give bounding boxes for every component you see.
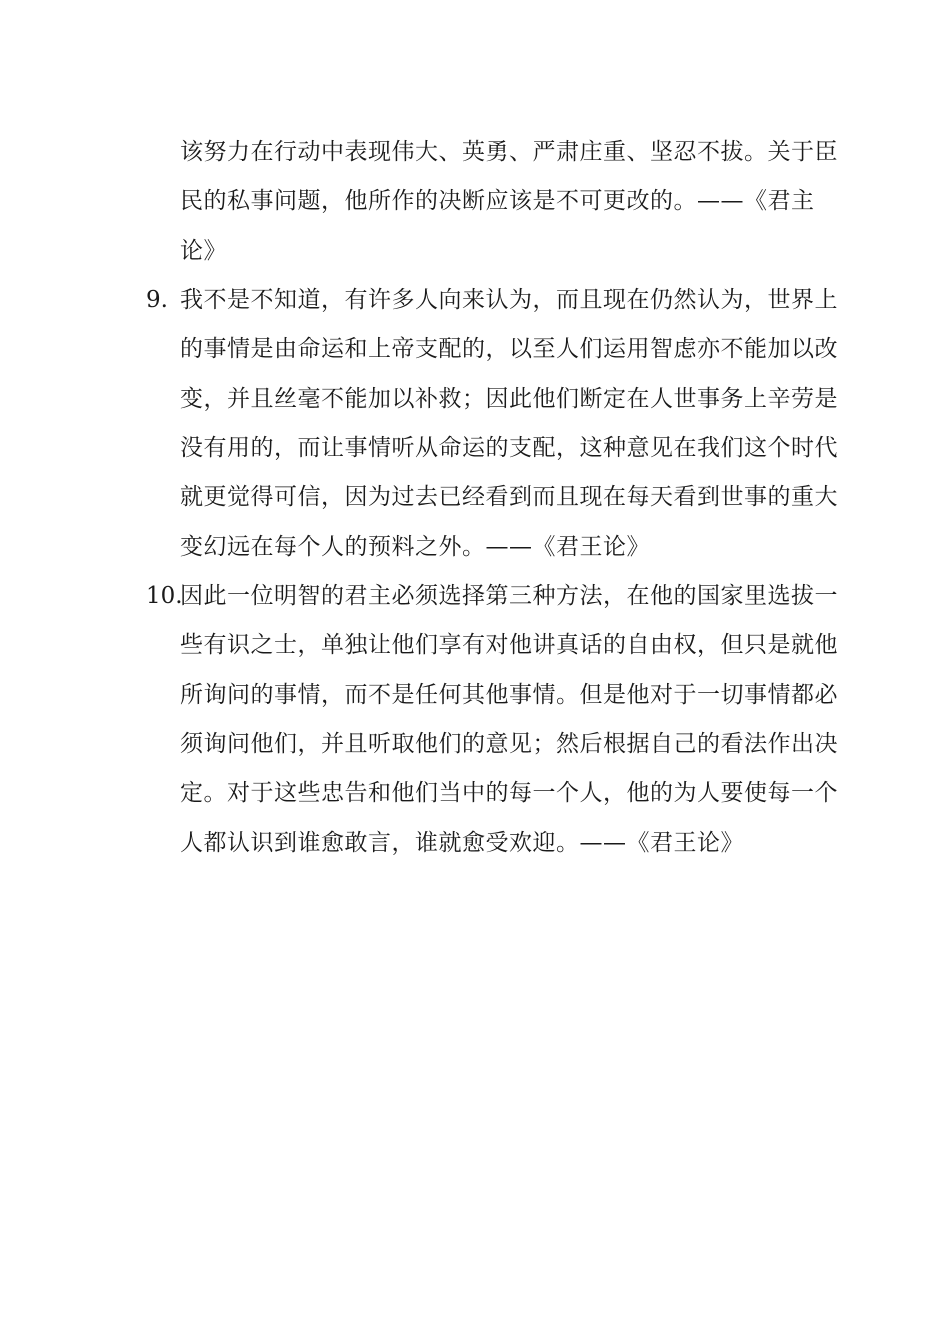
text-line: 该努力在行动中表现伟大、英勇、严肃庄重、坚忍不拔。关于臣 bbox=[180, 139, 838, 165]
list-number: 10. bbox=[146, 583, 183, 609]
text-line: 变幻远在每个人的预料之外。——《君王论》 bbox=[180, 534, 650, 560]
text-line: 的事情是由命运和上帝支配的，以至人们运用智虑亦不能加以改 bbox=[180, 336, 838, 362]
text-line: 定。对于这些忠告和他们当中的每一个人，他的为人要使每一个 bbox=[180, 780, 838, 806]
text-line: 所询问的事情，而不是任何其他事情。但是他对于一切事情都必 bbox=[180, 682, 838, 708]
text-line: 人都认识到谁愈敢言，谁就愈受欢迎。——《君王论》 bbox=[180, 830, 744, 856]
text-line: 论》 bbox=[180, 238, 227, 264]
text-line: 没有用的，而让事情听从命运的支配，这种意见在我们这个时代 bbox=[180, 435, 838, 461]
text-line: 些有识之士，单独让他们享有对他讲真话的自由权，但只是就他 bbox=[180, 632, 838, 658]
text-line: 须询问他们，并且听取他们的意见；然后根据自己的看法作出决 bbox=[180, 731, 838, 757]
text-line: 变，并且丝毫不能加以补救；因此他们断定在人世事务上辛劳是 bbox=[180, 386, 838, 412]
text-line: 我不是不知道，有许多人向来认为，而且现在仍然认为，世界上 bbox=[180, 287, 838, 313]
text-line: 就更觉得可信，因为过去已经看到而且现在每天看到世事的重大 bbox=[180, 484, 838, 510]
text-line: 民的私事问题，他所作的决断应该是不可更改的。——《君主 bbox=[180, 188, 815, 214]
list-number: 9. bbox=[146, 287, 168, 313]
text-line: 因此一位明智的君主必须选择第三种方法，在他的国家里选拔一 bbox=[180, 583, 838, 609]
